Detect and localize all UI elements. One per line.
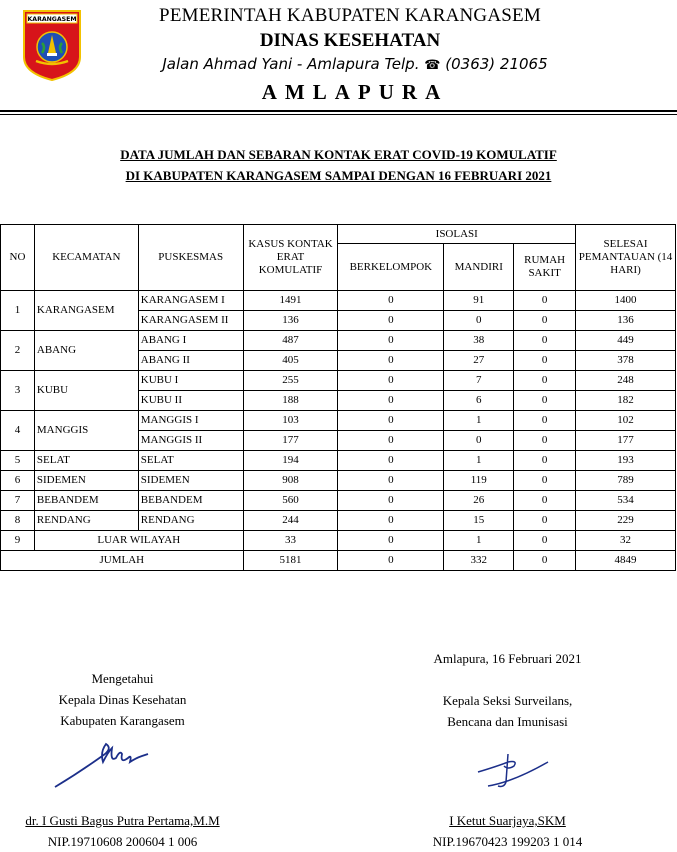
cell-berkelompok: 0 xyxy=(338,431,444,451)
left-signer xyxy=(0,810,245,852)
cell-kasus: 188 xyxy=(243,391,338,411)
letterhead-rule-thick xyxy=(0,110,677,112)
cell-puskesmas: BEBANDEM xyxy=(138,491,243,511)
cell-kasus: 177 xyxy=(243,431,338,451)
cell-kecamatan: RENDANG xyxy=(34,511,138,531)
cell-selesai: 534 xyxy=(576,491,676,511)
cell-puskesmas: MANGGIS I xyxy=(138,411,243,431)
svg-text:KARANGASEM: KARANGASEM xyxy=(27,16,77,23)
cell-berkelompok: 0 xyxy=(338,291,444,311)
cell-mandiri: 6 xyxy=(444,391,514,411)
cell-no: 4 xyxy=(1,411,35,451)
table-row-luar-wilayah xyxy=(1,531,676,551)
cell-puskesmas: KUBU I xyxy=(138,371,243,391)
cell-rumah-sakit: 0 xyxy=(514,471,576,491)
cell-rumah-sakit: 0 xyxy=(514,431,576,451)
signature-block-right xyxy=(385,648,630,732)
title-line2-text: DI KABUPATEN KARANGASEM SAMPAI DENGAN 16 FEBRUARI 2021 xyxy=(125,168,552,183)
header-rumah-sakit: RUMAH SAKIT xyxy=(514,244,576,291)
cell-puskesmas: MANGGIS II xyxy=(138,431,243,451)
cell-no: 3 xyxy=(1,371,35,411)
approval-label: Mengetahui xyxy=(91,671,154,686)
table-row xyxy=(1,451,676,471)
table-row xyxy=(1,471,676,491)
cell-mandiri: 38 xyxy=(444,331,514,351)
cell-selesai: 193 xyxy=(576,451,676,471)
cell-rumah-sakit: 0 xyxy=(514,511,576,531)
cell-berkelompok: 0 xyxy=(338,391,444,411)
city-name: AMLAPURA xyxy=(261,80,449,104)
cell-rumah-sakit: 0 xyxy=(514,291,576,311)
cell-puskesmas: KARANGASEM I xyxy=(138,291,243,311)
cell-no: 2 xyxy=(1,331,35,371)
cell-total-berkelompok: 0 xyxy=(338,551,444,571)
cell-kecamatan: KUBU xyxy=(34,371,138,411)
cell-kasus: 560 xyxy=(243,491,338,511)
cell-kasus: 908 xyxy=(243,471,338,491)
cell-total-mandiri: 332 xyxy=(444,551,514,571)
cell-berkelompok: 0 xyxy=(338,331,444,351)
cell-kecamatan: ABANG xyxy=(34,331,138,371)
table-row xyxy=(1,491,676,511)
cell-rumah-sakit: 0 xyxy=(514,491,576,511)
cell-total-selesai: 4849 xyxy=(576,551,676,571)
cell-rumah-sakit: 0 xyxy=(514,311,576,331)
cell-selesai: 32 xyxy=(576,531,676,551)
cell-no: 9 xyxy=(1,531,35,551)
title-line1-text: DATA JUMLAH DAN SEBARAN KONTAK ERAT COVID-19 KOMULATIF xyxy=(120,147,557,162)
cell-berkelompok: 0 xyxy=(338,451,444,471)
header-mandiri: MANDIRI xyxy=(444,244,514,291)
table-row xyxy=(1,371,676,391)
cell-kecamatan: MANGGIS xyxy=(34,411,138,451)
cell-rumah-sakit: 0 xyxy=(514,411,576,431)
cell-berkelompok: 0 xyxy=(338,371,444,391)
cell-mandiri: 15 xyxy=(444,511,514,531)
cell-mandiri: 1 xyxy=(444,411,514,431)
cell-rumah-sakit: 0 xyxy=(514,371,576,391)
cell-selesai: 182 xyxy=(576,391,676,411)
cell-rs: 0 xyxy=(514,531,576,551)
right-handwritten-signature xyxy=(468,742,558,792)
cell-berkelompok: 0 xyxy=(338,491,444,511)
phone-number: (0363) 21065 xyxy=(445,55,548,73)
signer-unit: Bencana dan Imunisasi xyxy=(447,714,568,729)
cell-puskesmas: KUBU II xyxy=(138,391,243,411)
cell-luar-wilayah-label: LUAR WILAYAH xyxy=(34,531,243,551)
cell-selesai: 248 xyxy=(576,371,676,391)
right-signer xyxy=(385,810,630,852)
cell-puskesmas: RENDANG xyxy=(138,511,243,531)
phone-icon: ☎ xyxy=(424,58,441,73)
spacer xyxy=(385,669,630,690)
cell-mandiri: 1 xyxy=(444,451,514,471)
cell-puskesmas: SELAT xyxy=(138,451,243,471)
right-signer-name: I Ketut Suarjaya,SKM xyxy=(449,813,566,828)
left-signer-nip: NIP.19710608 200604 1 006 xyxy=(47,834,198,849)
cell-rumah-sakit: 0 xyxy=(514,391,576,411)
cell-rumah-sakit: 0 xyxy=(514,331,576,351)
contact-tracing-table xyxy=(0,224,676,571)
cell-total-label: JUMLAH xyxy=(1,551,244,571)
cell-kasus: 103 xyxy=(243,411,338,431)
cell-selesai: 177 xyxy=(576,431,676,451)
approver-institution: Kabupaten Karangasem xyxy=(60,713,185,728)
cell-berkelompok: 0 xyxy=(338,411,444,431)
table-body xyxy=(1,291,676,571)
cell-kecamatan: SELAT xyxy=(34,451,138,471)
cell-rumah-sakit: 0 xyxy=(514,451,576,471)
cell-no: 6 xyxy=(1,471,35,491)
header-isolasi: ISOLASI xyxy=(338,225,576,244)
address-text: Jalan Ahmad Yani - Amlapura Telp. xyxy=(162,55,420,73)
cell-mandiri: 119 xyxy=(444,471,514,491)
cell-mandiri: 0 xyxy=(444,311,514,331)
cell-berkelompok: 0 xyxy=(338,471,444,491)
cell-selesai: 449 xyxy=(576,331,676,351)
cell-selesai: 1400 xyxy=(576,291,676,311)
cell-no: 7 xyxy=(1,491,35,511)
cell-selesai: 102 xyxy=(576,411,676,431)
header-puskesmas: PUSKESMAS xyxy=(138,225,243,291)
signature-block-left xyxy=(0,668,245,731)
header-kasus: KASUS KONTAK ERAT KOMULATIF xyxy=(243,225,338,291)
cell-mandiri: 27 xyxy=(444,351,514,371)
cell-mandiri: 91 xyxy=(444,291,514,311)
cell-berkelompok: 0 xyxy=(338,511,444,531)
header-berkelompok: BERKELOMPOK xyxy=(338,244,444,291)
cell-mandiri: 1 xyxy=(444,531,514,551)
cell-kecamatan: SIDEMEN xyxy=(34,471,138,491)
cell-kasus: 194 xyxy=(243,451,338,471)
cell-berkelompok: 0 xyxy=(338,351,444,371)
document-title-line1 xyxy=(0,147,677,163)
place-date: Amlapura, 16 Februari 2021 xyxy=(433,651,582,666)
cell-rumah-sakit: 0 xyxy=(514,351,576,371)
cell-kasus: 255 xyxy=(243,371,338,391)
table-row xyxy=(1,331,676,351)
cell-berkelompok: 0 xyxy=(338,311,444,331)
cell-mandiri: 26 xyxy=(444,491,514,511)
approver-position: Kepala Dinas Kesehatan xyxy=(58,692,187,707)
karangasem-regency-logo xyxy=(22,9,82,82)
cell-no: 5 xyxy=(1,451,35,471)
cell-total-kasus: 5181 xyxy=(243,551,338,571)
cell-kasus: 405 xyxy=(243,351,338,371)
header-selesai: SELESAI PEMANTAUAN (14 HARI) xyxy=(576,225,676,291)
right-signer-nip: NIP.19670423 199203 1 014 xyxy=(432,834,583,849)
table-row-total xyxy=(1,551,676,571)
cell-selesai: 789 xyxy=(576,471,676,491)
table-row xyxy=(1,411,676,431)
cell-puskesmas: SIDEMEN xyxy=(138,471,243,491)
cell-puskesmas: ABANG II xyxy=(138,351,243,371)
cell-kasus: 487 xyxy=(243,331,338,351)
letterhead-rule-thin xyxy=(0,114,677,115)
cell-kasus: 244 xyxy=(243,511,338,531)
cell-mandiri: 7 xyxy=(444,371,514,391)
cell-puskesmas: ABANG I xyxy=(138,331,243,351)
cell-kecamatan: KARANGASEM xyxy=(34,291,138,331)
cell-no: 8 xyxy=(1,511,35,531)
cell-mandiri: 0 xyxy=(444,431,514,451)
agency-name: DINAS KESEHATAN xyxy=(259,30,441,51)
cell-kasus: 136 xyxy=(243,311,338,331)
table-row xyxy=(1,291,676,311)
cell-selesai: 229 xyxy=(576,511,676,531)
header-no: NO xyxy=(1,225,35,291)
left-handwritten-signature xyxy=(50,732,160,792)
header-kecamatan: KECAMATAN xyxy=(34,225,138,291)
cell-berkelompok: 0 xyxy=(338,531,444,551)
agency-address xyxy=(100,55,610,73)
cell-puskesmas: KARANGASEM II xyxy=(138,311,243,331)
cell-no: 1 xyxy=(1,291,35,331)
cell-kecamatan: BEBANDEM xyxy=(34,491,138,511)
cell-kasus: 33 xyxy=(243,531,338,551)
cell-selesai: 378 xyxy=(576,351,676,371)
cell-total-rs: 0 xyxy=(514,551,576,571)
document-title-line2 xyxy=(0,168,677,184)
government-name: PEMERINTAH KABUPATEN KARANGASEM xyxy=(159,5,541,26)
table-row xyxy=(1,511,676,531)
signer-position: Kepala Seksi Surveilans, xyxy=(442,693,573,708)
cell-selesai: 136 xyxy=(576,311,676,331)
left-signer-name: dr. I Gusti Bagus Putra Pertama,M.M xyxy=(25,813,220,828)
cell-kasus: 1491 xyxy=(243,291,338,311)
